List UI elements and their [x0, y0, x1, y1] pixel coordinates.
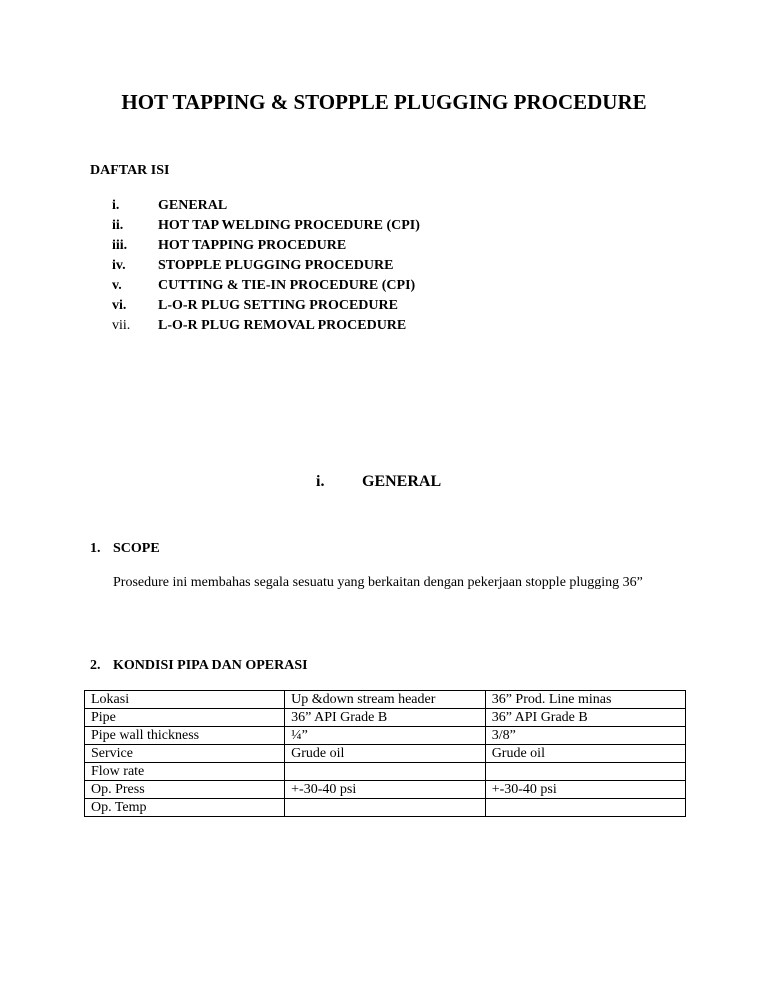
toc-item: [112, 256, 420, 276]
table-cell: Op. Press: [85, 781, 285, 799]
scope-number: 1.: [90, 541, 101, 556]
toc-item: [112, 196, 420, 216]
toc-item: [112, 216, 420, 236]
toc-item: [112, 236, 420, 256]
section-title: GENERAL: [362, 473, 442, 490]
table-cell: Flow rate: [85, 763, 285, 781]
table-of-contents: [112, 196, 420, 336]
table-row: [85, 709, 686, 727]
toc-item-number: iii.: [112, 238, 128, 253]
table-cell: Lokasi: [85, 691, 285, 709]
toc-item-label: GENERAL: [158, 198, 228, 213]
table-cell: 36” API Grade B: [285, 709, 486, 727]
table-cell: ¼”: [285, 727, 486, 745]
toc-item-label: STOPPLE PLUGGING PROCEDURE: [158, 258, 394, 273]
table-cell: Grude oil: [485, 745, 685, 763]
kondisi-heading: [90, 658, 308, 674]
toc-item-number: vi.: [112, 298, 127, 313]
toc-item: [112, 316, 420, 336]
table-row: [85, 781, 686, 799]
table-cell: [485, 799, 685, 817]
toc-item-number: ii.: [112, 218, 124, 233]
toc-heading: DAFTAR ISI: [90, 163, 170, 178]
table-cell: Service: [85, 745, 285, 763]
scope-title: SCOPE: [113, 541, 160, 556]
table-row: [85, 691, 686, 709]
toc-item-number: i.: [112, 198, 120, 213]
table-cell: Pipe: [85, 709, 285, 727]
kondisi-number: 2.: [90, 658, 101, 673]
table-cell: [285, 763, 486, 781]
table-cell: +-30-40 psi: [285, 781, 486, 799]
table-row: [85, 799, 686, 817]
toc-item-label: CUTTING & TIE-IN PROCEDURE (CPI): [158, 278, 416, 293]
table-row: [85, 727, 686, 745]
table-cell: [285, 799, 486, 817]
table-cell: Grude oil: [285, 745, 486, 763]
toc-item-number: v.: [112, 278, 122, 293]
table-cell: [485, 763, 685, 781]
toc-item-label: L-O-R PLUG REMOVAL PROCEDURE: [158, 318, 407, 333]
kondisi-title: KONDISI PIPA DAN OPERASI: [113, 658, 308, 673]
pipe-conditions-table: [84, 690, 686, 817]
toc-item-number: iv.: [112, 258, 126, 273]
scope-heading: [90, 541, 160, 557]
table-cell: 3/8”: [485, 727, 685, 745]
table-cell: Pipe wall thickness: [85, 727, 285, 745]
scope-paragraph: Prosedure ini membahas segala sesuatu yang berkaitan dengan pekerjaan stopple plugging 36”: [113, 575, 643, 590]
table-row: [85, 763, 686, 781]
table-cell: 36” Prod. Line minas: [485, 691, 685, 709]
table-cell: 36” API Grade B: [485, 709, 685, 727]
section-number: i.: [316, 473, 325, 490]
toc-item-label: HOT TAP WELDING PROCEDURE (CPI): [158, 218, 420, 233]
page-title: HOT TAPPING & STOPPLE PLUGGING PROCEDURE: [121, 90, 647, 114]
toc-item: [112, 296, 420, 316]
table-row: [85, 745, 686, 763]
table-cell: Op. Temp: [85, 799, 285, 817]
table-cell: +-30-40 psi: [485, 781, 685, 799]
toc-item-number: vii.: [112, 318, 131, 333]
toc-item-label: L-O-R PLUG SETTING PROCEDURE: [158, 298, 398, 313]
table-cell: Up &down stream header: [285, 691, 486, 709]
toc-item: [112, 276, 420, 296]
toc-item-label: HOT TAPPING PROCEDURE: [158, 238, 347, 253]
